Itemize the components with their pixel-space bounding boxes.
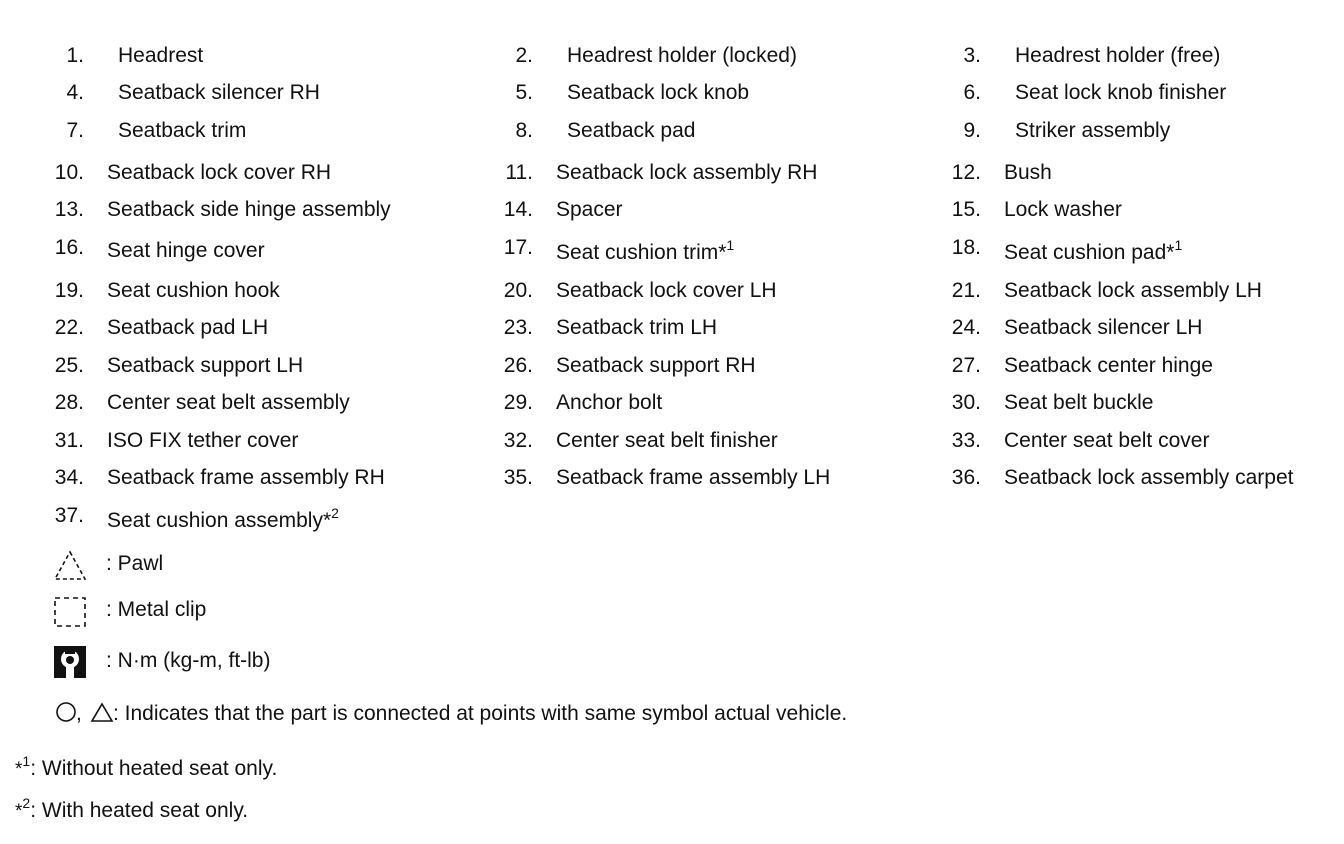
part-name: Seatback silencer LH	[1004, 316, 1203, 339]
triangle-icon	[92, 704, 112, 721]
part-number: 6.	[963, 81, 981, 104]
circle-icon	[57, 703, 75, 721]
part-name: Seatback support RH	[556, 354, 756, 377]
part-name	[107, 505, 339, 534]
part-name-text: Seat cushion trim*	[556, 241, 727, 264]
part-name: Lock washer	[1004, 198, 1122, 221]
part-number: 24.	[951, 316, 981, 339]
footnote-marker	[15, 795, 31, 822]
part-number: 17.	[503, 236, 533, 259]
part-name: Seatback lock assembly RH	[556, 161, 818, 184]
part-number: 8.	[515, 119, 533, 142]
part-name	[556, 237, 735, 266]
part-number: 26.	[503, 354, 533, 377]
part-name: Center seat belt cover	[1004, 429, 1210, 452]
part-number: 13.	[54, 198, 84, 221]
legend-metal-clip-label: : Metal clip	[106, 598, 207, 621]
part-name: Seatback silencer RH	[118, 81, 320, 104]
part-name: Center seat belt finisher	[556, 429, 778, 452]
part-number: 37.	[54, 504, 84, 527]
part-name: Seat cushion hook	[107, 279, 280, 302]
part-number: 34.	[54, 466, 84, 489]
torque-wrench-icon	[52, 644, 88, 686]
part-number: 4.	[66, 81, 84, 104]
part-number: 15.	[951, 198, 981, 221]
footnote-star: *	[15, 801, 23, 822]
part-number: 10.	[54, 161, 84, 184]
footnote	[15, 753, 278, 782]
part-number: 29.	[503, 391, 533, 414]
part-name: Seatback frame assembly RH	[107, 466, 385, 489]
part-name: Seatback lock assembly carpet	[1004, 466, 1294, 489]
part-name-text: Seat cushion assembly*	[107, 509, 332, 532]
footnote-star: *	[15, 759, 23, 780]
part-name-text: Seat cushion pad*	[1004, 241, 1175, 264]
part-name: Anchor bolt	[556, 391, 663, 414]
part-name: Seat belt buckle	[1004, 391, 1154, 414]
part-name: Bush	[1004, 161, 1052, 184]
part-number: 16.	[54, 236, 84, 259]
part-number: 21.	[951, 279, 981, 302]
part-name: Headrest holder (locked)	[567, 44, 797, 67]
part-name: Seatback frame assembly LH	[556, 466, 831, 489]
part-number: 19.	[54, 279, 84, 302]
part-number: 23.	[503, 316, 533, 339]
part-name: Seatback lock cover RH	[107, 161, 332, 184]
part-number: 31.	[54, 429, 84, 452]
part-number: 2.	[515, 44, 533, 67]
part-name	[1004, 237, 1183, 266]
footnote	[15, 795, 249, 824]
connection-separator: ,	[76, 702, 82, 725]
part-number: 3.	[963, 44, 981, 67]
part-number: 25.	[54, 354, 84, 377]
footnote-text: : Without heated seat only.	[30, 757, 278, 780]
part-number: 20.	[503, 279, 533, 302]
part-number: 1.	[66, 44, 84, 67]
legend-torque-label: : N·m (kg-m, ft-lb)	[106, 649, 271, 672]
part-number: 35.	[503, 466, 533, 489]
part-name: Seatback side hinge assembly	[107, 198, 391, 221]
footnote-text: : With heated seat only.	[30, 799, 249, 822]
part-name: Center seat belt assembly	[107, 391, 350, 414]
part-number: 27.	[951, 354, 981, 377]
part-name: Seatback lock assembly LH	[1004, 279, 1262, 302]
part-name: Seatback lock knob	[567, 81, 750, 104]
part-number: 12.	[951, 161, 981, 184]
part-number: 28.	[54, 391, 84, 414]
part-number: 18.	[951, 236, 981, 259]
footnote-number: 2	[22, 795, 31, 811]
footnote-marker	[15, 753, 31, 780]
metal-clip-dashed-square-icon	[52, 594, 88, 636]
part-name: Seatback trim	[118, 119, 247, 142]
part-name: Seatback lock cover LH	[556, 279, 777, 302]
part-name: Seatback pad LH	[107, 316, 269, 339]
part-name: Seatback trim LH	[556, 316, 718, 339]
footnote-ref: 1	[1174, 237, 1183, 253]
part-number: 5.	[515, 81, 533, 104]
part-name: Striker assembly	[1015, 119, 1171, 142]
connection-legend	[55, 702, 848, 734]
part-name: Seatback support LH	[107, 354, 304, 377]
part-number: 36.	[951, 466, 981, 489]
footnote-ref: 2	[331, 505, 339, 521]
part-number: 22.	[54, 316, 84, 339]
footnote-ref: 1	[726, 237, 735, 253]
part-number: 7.	[66, 119, 84, 142]
part-name: Headrest	[118, 44, 204, 67]
part-number: 30.	[951, 391, 981, 414]
part-name: Seatback center hinge	[1004, 354, 1213, 377]
pawl-triangle-dashed-icon	[52, 548, 88, 590]
part-name: ISO FIX tether cover	[107, 429, 299, 452]
part-name: Seat hinge cover	[107, 239, 265, 262]
part-number: 32.	[503, 429, 533, 452]
part-name: Headrest holder (free)	[1015, 44, 1221, 67]
part-number: 9.	[963, 119, 981, 142]
part-number: 33.	[951, 429, 981, 452]
part-number: 14.	[503, 198, 533, 221]
part-name: Spacer	[556, 198, 623, 221]
part-name: Seat lock knob finisher	[1015, 81, 1227, 104]
part-name: Seatback pad	[567, 119, 696, 142]
part-number: 11.	[505, 161, 533, 184]
footnote-number: 1	[22, 753, 31, 769]
connection-label: : Indicates that the part is connected at points with same symbol actual vehicle.	[113, 702, 848, 725]
legend-pawl-label: : Pawl	[106, 552, 164, 575]
